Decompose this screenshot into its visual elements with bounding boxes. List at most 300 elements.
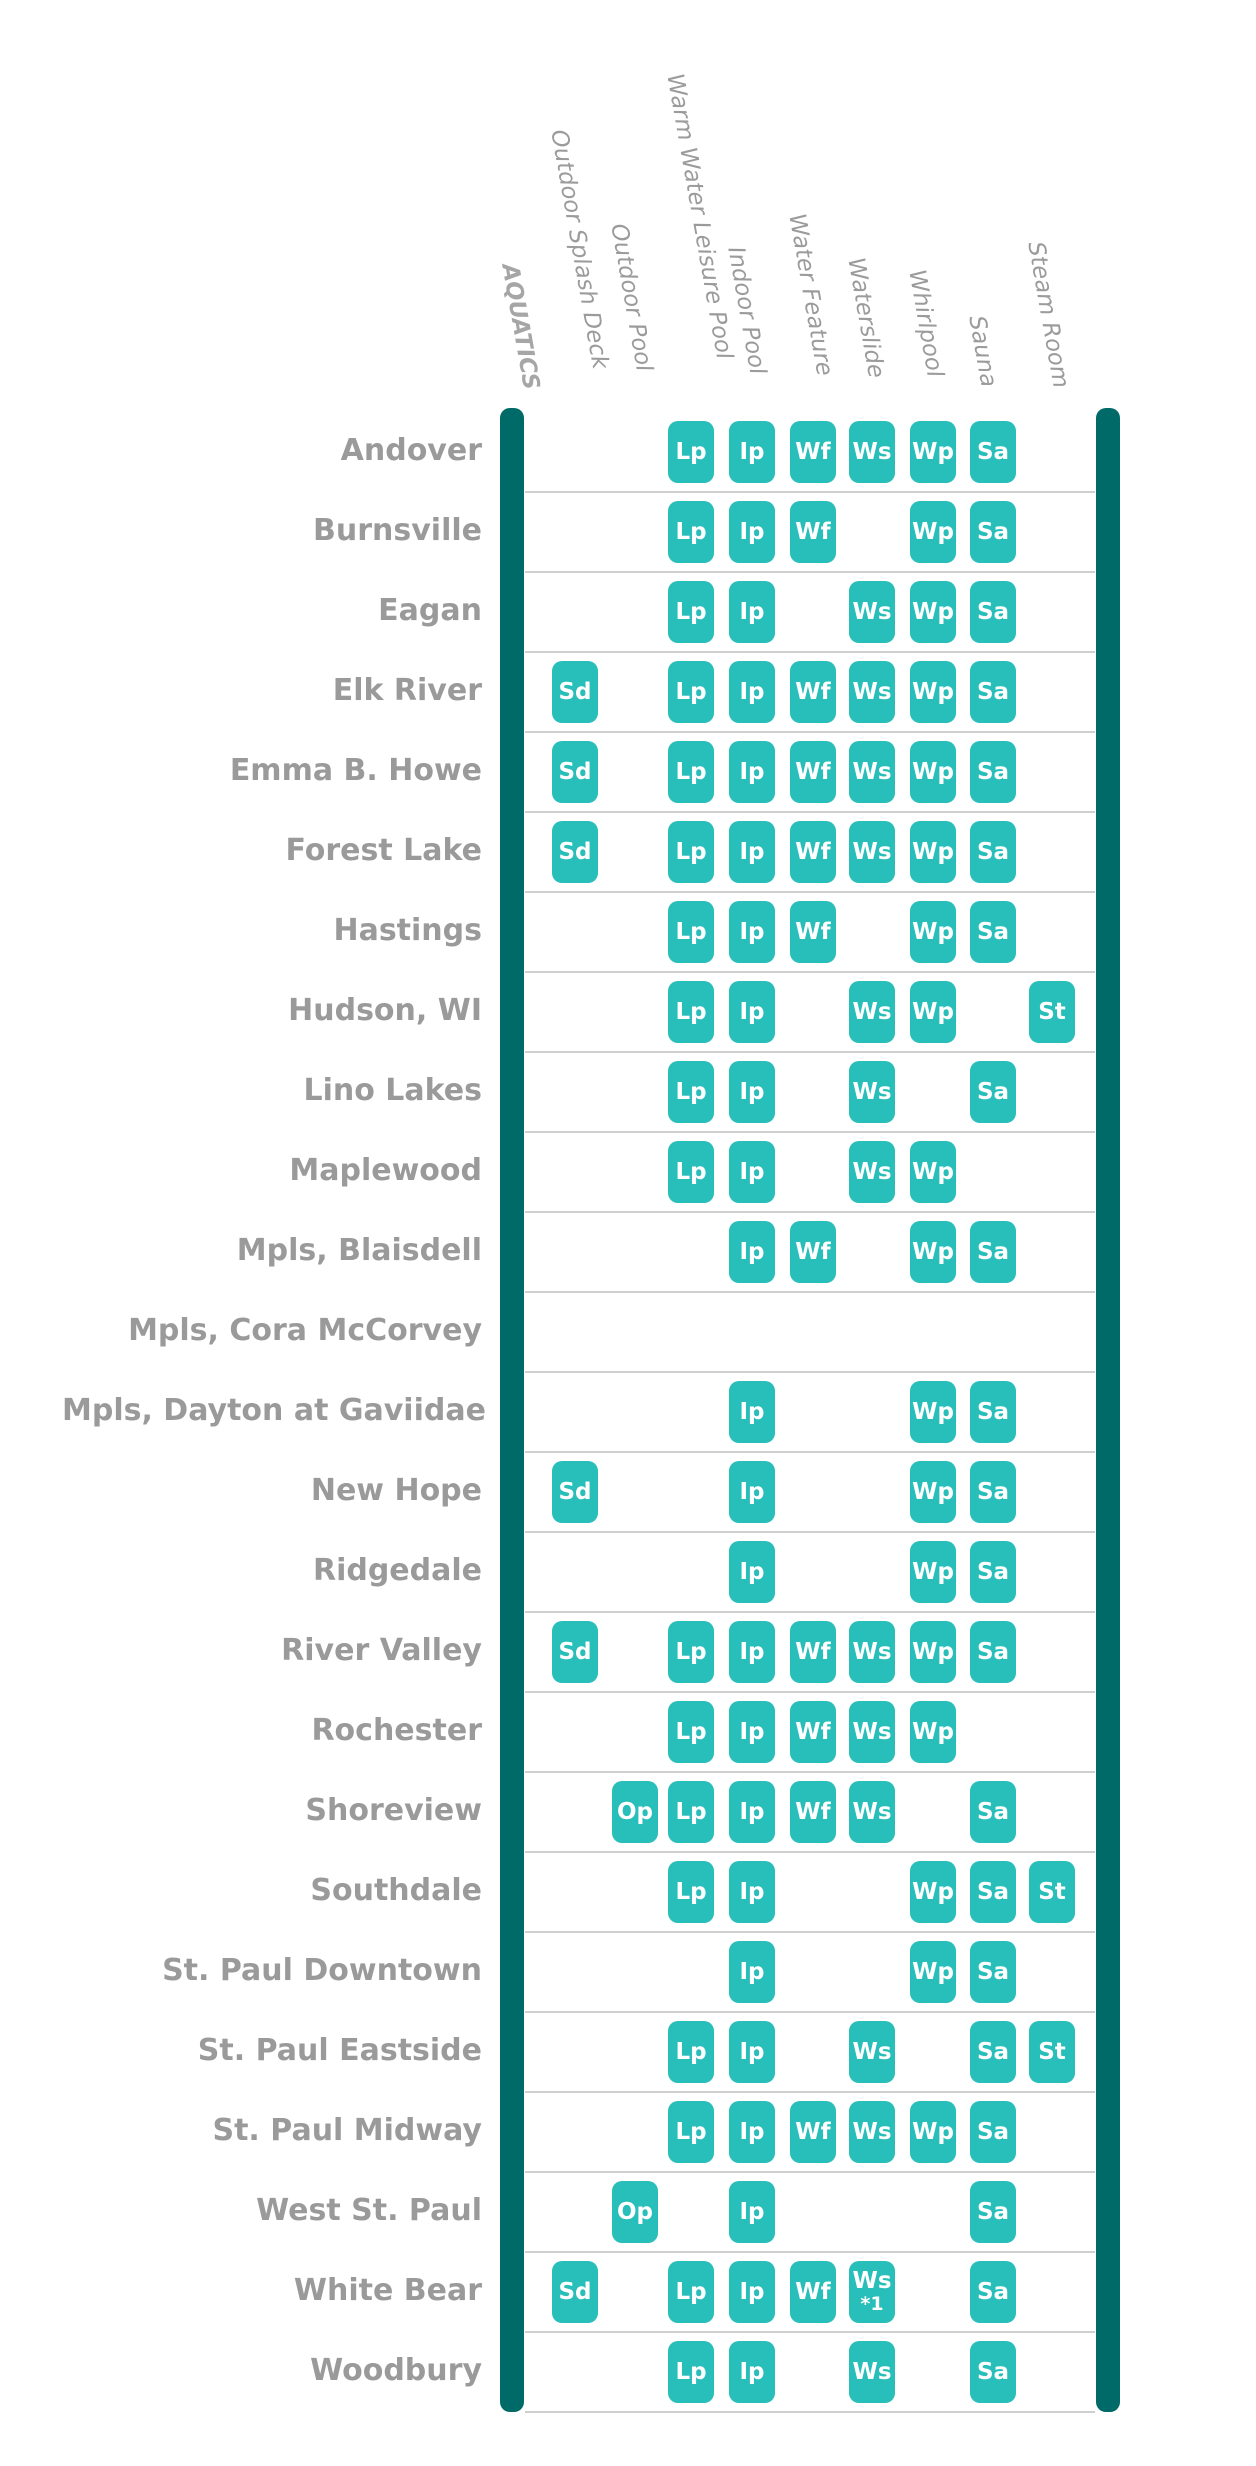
- amenity-badge-sa: [970, 1381, 1016, 1443]
- amenity-badge-sd: [552, 741, 598, 803]
- left-border-bar: [500, 408, 524, 2412]
- amenity-badge-label: Ip: [739, 2198, 765, 2225]
- amenity-badge-label: Ip: [739, 1238, 765, 1265]
- amenity-badge-label: Wf: [795, 438, 831, 465]
- amenity-badge-sa: [970, 2261, 1016, 2323]
- amenity-badge-sa: [970, 821, 1016, 883]
- amenity-badge-label: Wf: [795, 1238, 831, 1265]
- location-label: St. Paul Eastside: [197, 2033, 482, 2068]
- row-separator: [525, 1051, 1095, 1053]
- amenity-badge-label: Wf: [795, 918, 831, 945]
- amenity-badge-label: Wf: [795, 678, 831, 705]
- amenity-badge-ws: [849, 1141, 895, 1203]
- row-separator: [525, 1771, 1095, 1773]
- amenity-badge-label: Ip: [739, 1078, 765, 1105]
- amenity-badge-label: Lp: [675, 438, 707, 465]
- column-header-lp: Warm Water Leisure Pool: [661, 71, 738, 362]
- amenity-badge-lp: [668, 2021, 714, 2083]
- amenity-badge-wf: [790, 1701, 836, 1763]
- amenity-badge-label: Wf: [795, 1798, 831, 1825]
- row-separator: [525, 491, 1095, 493]
- location-label: St. Paul Midway: [212, 2113, 482, 2148]
- amenity-badge-label: Ip: [739, 1718, 765, 1745]
- amenity-badge-ip: [729, 2021, 775, 2083]
- amenity-badge-lp: [668, 2341, 714, 2403]
- amenity-badge-sa: [970, 661, 1016, 723]
- amenity-badge-label: Sa: [976, 2118, 1010, 2145]
- amenity-badge-label: Ws: [852, 758, 892, 785]
- row-separator: [525, 1451, 1095, 1453]
- amenity-badge-label: Lp: [675, 918, 707, 945]
- location-label: Hudson, WI: [288, 993, 482, 1028]
- amenity-badge-wf: [790, 1221, 836, 1283]
- amenity-badge-ws: [849, 981, 895, 1043]
- amenity-badge-label: Ws: [852, 438, 892, 465]
- amenity-badge-ip: [729, 741, 775, 803]
- amenity-badge-label: Ws: [852, 1078, 892, 1105]
- amenity-badge-wp: [910, 501, 956, 563]
- amenity-badge-label: Ip: [739, 678, 765, 705]
- amenity-badge-ws: [849, 661, 895, 723]
- amenity-badge-wp: [910, 1861, 956, 1923]
- location-label: Mpls, Dayton at Gaviidae: [62, 1393, 486, 1428]
- amenity-badge-lp: [668, 2101, 714, 2163]
- amenity-badge-label: Ip: [739, 2038, 765, 2065]
- amenity-badge-wp: [910, 821, 956, 883]
- amenity-badge-wp: [910, 421, 956, 483]
- row-separator: [525, 1691, 1095, 1693]
- amenity-badge-sa: [970, 581, 1016, 643]
- amenity-badge-label: Ws: [852, 1798, 892, 1825]
- amenity-badge-label: Sa: [976, 1798, 1010, 1825]
- amenity-badge-label: Ws: [852, 678, 892, 705]
- amenity-badge-label: Wp: [912, 998, 954, 1025]
- amenity-badge-label: Wp: [912, 518, 954, 545]
- amenity-badge-label: Sa: [976, 438, 1010, 465]
- amenity-badge-sa: [970, 501, 1016, 563]
- amenity-badge-label: Wf: [795, 518, 831, 545]
- amenity-badge-label: Sa: [976, 598, 1010, 625]
- amenity-badge-ip: [729, 1621, 775, 1683]
- amenity-badge-label: Ip: [739, 1158, 765, 1185]
- amenity-badge-ip: [729, 581, 775, 643]
- amenity-badge-label: Ip: [739, 1478, 765, 1505]
- amenity-badge-sa: [970, 1541, 1016, 1603]
- amenity-badge-label: Wp: [912, 1638, 954, 1665]
- amenity-badge-label: Wp: [912, 918, 954, 945]
- amenity-badge-label: Sa: [976, 1958, 1010, 1985]
- amenity-badge-ip: [729, 1861, 775, 1923]
- location-label: Forest Lake: [285, 833, 482, 868]
- amenity-badge-lp: [668, 1621, 714, 1683]
- row-separator: [525, 2331, 1095, 2333]
- row-separator: [525, 1531, 1095, 1533]
- amenity-badge-label: Sa: [976, 2358, 1010, 2385]
- amenity-badge-label: Sa: [976, 678, 1010, 705]
- amenity-badge-label: Ws: [852, 2268, 892, 2294]
- amenity-badge-label: St: [1038, 1878, 1066, 1905]
- amenity-badge-label: Sa: [976, 1398, 1010, 1425]
- amenity-badge-label: Wp: [912, 1238, 954, 1265]
- amenity-badge-label: Ip: [739, 918, 765, 945]
- amenity-badge-ip: [729, 2101, 775, 2163]
- column-header-st: Steam Room: [1022, 239, 1074, 391]
- amenity-badge-label: Sa: [976, 1878, 1010, 1905]
- amenity-badge-label: Ip: [739, 2358, 765, 2385]
- amenity-badge-wp: [910, 581, 956, 643]
- chart-title: AQUATICS: [496, 261, 545, 392]
- amenity-badge-st: [1029, 1861, 1075, 1923]
- amenity-badge-label: Ip: [739, 2118, 765, 2145]
- amenity-badge-label: Sa: [976, 2198, 1010, 2225]
- amenity-badge-label: Ip: [739, 1958, 765, 1985]
- amenity-badge-wp: [910, 1701, 956, 1763]
- amenity-badge-ws: [849, 741, 895, 803]
- location-label: West St. Paul: [256, 2193, 482, 2228]
- amenity-badge-label: Ws: [852, 1638, 892, 1665]
- amenity-badge-label: Ip: [739, 1798, 765, 1825]
- amenity-badge-sa: [970, 741, 1016, 803]
- row-separator: [525, 2251, 1095, 2253]
- amenity-badge-lp: [668, 981, 714, 1043]
- amenity-badge-label: Lp: [675, 758, 707, 785]
- amenity-badge-label: Ws: [852, 998, 892, 1025]
- amenity-badge-label: Sa: [976, 518, 1010, 545]
- amenity-badge-label: Ws: [852, 2358, 892, 2385]
- amenity-badge-label: Lp: [675, 1878, 707, 1905]
- amenity-badge-label: Ip: [739, 1638, 765, 1665]
- amenity-badge-label: Sd: [558, 758, 592, 785]
- amenity-badge-wp: [910, 661, 956, 723]
- amenity-badge-lp: [668, 2261, 714, 2323]
- amenity-badge-wp: [910, 1621, 956, 1683]
- amenity-badge-label: St: [1038, 998, 1066, 1025]
- location-label: Emma B. Howe: [229, 753, 482, 788]
- amenity-badge-wf: [790, 741, 836, 803]
- amenity-badge-label: Sd: [558, 1638, 592, 1665]
- amenity-badge-label: Sa: [976, 1478, 1010, 1505]
- amenity-badge-wp: [910, 1141, 956, 1203]
- row-separator: [525, 1931, 1095, 1933]
- amenity-badge-label: Lp: [675, 518, 707, 545]
- amenity-badge-sa: [970, 2341, 1016, 2403]
- amenity-badge-lp: [668, 1861, 714, 1923]
- amenity-badge-wf: [790, 901, 836, 963]
- amenity-badge-sa: [970, 1861, 1016, 1923]
- location-label: Andover: [340, 433, 482, 468]
- amenity-badge-label: Ws: [852, 2118, 892, 2145]
- amenity-badge-ip: [729, 2341, 775, 2403]
- location-label: Hastings: [333, 913, 482, 948]
- row-separator: [525, 891, 1095, 893]
- amenity-badge-sa: [970, 1621, 1016, 1683]
- amenity-badge-lp: [668, 901, 714, 963]
- amenity-badge-ip: [729, 2261, 775, 2323]
- amenity-badge-st: [1029, 2021, 1075, 2083]
- amenity-badge-wf: [790, 2261, 836, 2323]
- amenity-badge-label: Wp: [912, 438, 954, 465]
- amenity-badge-label: Lp: [675, 1158, 707, 1185]
- amenity-badge-label: Ip: [739, 598, 765, 625]
- row-separator: [525, 731, 1095, 733]
- location-label: Lino Lakes: [303, 1073, 482, 1108]
- amenity-badge-label: Wf: [795, 2118, 831, 2145]
- location-label: Burnsville: [313, 513, 482, 548]
- row-separator: [525, 571, 1095, 573]
- amenity-badge-label: Wp: [912, 1718, 954, 1745]
- amenity-badge-ws: [849, 581, 895, 643]
- row-separator: [525, 1131, 1095, 1133]
- amenity-badge-ip: [729, 2181, 775, 2243]
- amenity-badge-label: Sa: [976, 1558, 1010, 1585]
- amenity-badge-ip: [729, 1141, 775, 1203]
- amenity-badge-ws: [849, 421, 895, 483]
- amenity-badge-sa: [970, 1461, 1016, 1523]
- location-label: Ridgedale: [312, 1553, 482, 1588]
- amenity-badge-wp: [910, 1381, 956, 1443]
- amenity-badge-lp: [668, 501, 714, 563]
- amenity-badge-sd: [552, 821, 598, 883]
- amenity-badge-lp: [668, 1141, 714, 1203]
- amenity-badge-ip: [729, 661, 775, 723]
- amenity-badge-wf: [790, 1781, 836, 1843]
- amenity-badge-wp: [910, 1461, 956, 1523]
- amenity-badge-label: Sa: [976, 918, 1010, 945]
- amenity-badge-label: Lp: [675, 2278, 707, 2305]
- amenity-badge-wp: [910, 1541, 956, 1603]
- amenity-badge-label: Wp: [912, 678, 954, 705]
- amenity-badge-label: Wp: [912, 1558, 954, 1585]
- amenity-badge-label: Wp: [912, 598, 954, 625]
- amenity-badge-label: Wp: [912, 838, 954, 865]
- amenity-badge-sa: [970, 1061, 1016, 1123]
- amenity-badge-wp: [910, 1941, 956, 2003]
- amenity-badge-label: Ip: [739, 758, 765, 785]
- amenity-badge-label: Ip: [739, 1558, 765, 1585]
- amenity-badge-ws: [849, 1781, 895, 1843]
- amenity-badge-ip: [729, 981, 775, 1043]
- amenity-badge-wp: [910, 901, 956, 963]
- location-label: St. Paul Downtown: [162, 1953, 482, 1988]
- amenity-badge-label: Sa: [976, 1078, 1010, 1105]
- amenity-badge-ip: [729, 1941, 775, 2003]
- amenity-badge-sd: [552, 661, 598, 723]
- row-separator: [525, 1851, 1095, 1853]
- row-separator: [525, 1371, 1095, 1373]
- amenity-badge-label: Op: [616, 2198, 654, 2225]
- amenity-badge-wp: [910, 2101, 956, 2163]
- column-header-wp: Whirlpool: [903, 267, 948, 380]
- amenity-footnote: *1: [860, 2293, 884, 2315]
- amenity-badge-label: Wf: [795, 2278, 831, 2305]
- location-label: Maplewood: [289, 1153, 482, 1188]
- amenity-badge-label: Wp: [912, 758, 954, 785]
- location-label: Eagan: [378, 593, 482, 628]
- amenity-badge-label: Sd: [558, 1478, 592, 1505]
- amenity-badge-label: Wf: [795, 838, 831, 865]
- amenity-badge-label: Sa: [976, 758, 1010, 785]
- amenity-badge-label: Ws: [852, 1158, 892, 1185]
- column-header-sd: Outdoor Splash Deck: [545, 127, 614, 372]
- amenity-badge-label: Sd: [558, 838, 592, 865]
- column-header-sa: Sauna: [963, 313, 1002, 390]
- amenity-badge-label: Lp: [675, 1078, 707, 1105]
- amenity-badge-ip: [729, 1781, 775, 1843]
- amenity-badge-ws: [849, 2261, 895, 2323]
- location-label: Rochester: [311, 1713, 482, 1748]
- row-separator: [525, 971, 1095, 973]
- amenity-badge-lp: [668, 1701, 714, 1763]
- amenity-badge-wp: [910, 741, 956, 803]
- amenity-badge-wf: [790, 661, 836, 723]
- amenity-badge-label: Wp: [912, 1878, 954, 1905]
- row-separator: [525, 2011, 1095, 2013]
- amenity-badge-ws: [849, 1621, 895, 1683]
- amenity-badge-wf: [790, 421, 836, 483]
- amenity-badge-ip: [729, 821, 775, 883]
- amenity-badge-label: Ip: [739, 838, 765, 865]
- amenity-badge-sd: [552, 1621, 598, 1683]
- amenity-badge-sd: [552, 1461, 598, 1523]
- amenity-badge-label: Ws: [852, 1718, 892, 1745]
- amenity-badge-ws: [849, 821, 895, 883]
- row-separator: [525, 1211, 1095, 1213]
- amenity-badge-wf: [790, 2101, 836, 2163]
- amenity-badge-label: Ws: [852, 598, 892, 625]
- amenity-badge-st: [1029, 981, 1075, 1043]
- amenity-badge-lp: [668, 1061, 714, 1123]
- location-label: Woodbury: [310, 2353, 482, 2388]
- location-label: Mpls, Blaisdell: [236, 1233, 482, 1268]
- amenity-badge-ip: [729, 421, 775, 483]
- amenity-badge-sd: [552, 2261, 598, 2323]
- amenity-badge-wp: [910, 981, 956, 1043]
- amenity-badge-label: Ip: [739, 1398, 765, 1425]
- amenity-badge-ws: [849, 2021, 895, 2083]
- amenity-badge-label: Lp: [675, 1798, 707, 1825]
- amenity-badge-sa: [970, 1221, 1016, 1283]
- row-separator: [525, 811, 1095, 813]
- row-separator: [525, 1611, 1095, 1613]
- amenity-badge-ws: [849, 2341, 895, 2403]
- amenity-badge-sa: [970, 1941, 1016, 2003]
- amenity-badge-label: Lp: [675, 2118, 707, 2145]
- amenity-badge-ip: [729, 1061, 775, 1123]
- amenity-badge-sa: [970, 1781, 1016, 1843]
- amenity-badge-label: Ws: [852, 838, 892, 865]
- column-header-wf: Water Feature: [783, 211, 838, 378]
- row-separator: [525, 651, 1095, 653]
- amenity-badge-label: Wf: [795, 1638, 831, 1665]
- right-border-bar: [1096, 408, 1120, 2412]
- amenity-badge-label: Sa: [976, 1638, 1010, 1665]
- amenity-badge-label: Sd: [558, 678, 592, 705]
- column-header-op: Outdoor Pool: [605, 221, 657, 374]
- row-separator: [525, 2411, 1095, 2413]
- row-separator: [525, 1291, 1095, 1293]
- amenity-badge-label: Ip: [739, 438, 765, 465]
- amenity-badge-ws: [849, 1061, 895, 1123]
- amenity-badge-label: Lp: [675, 598, 707, 625]
- amenity-badge-ws: [849, 1701, 895, 1763]
- amenity-badge-label: Ip: [739, 1878, 765, 1905]
- location-label: Mpls, Cora McCorvey: [128, 1313, 482, 1348]
- amenity-badge-sa: [970, 421, 1016, 483]
- amenity-badge-label: Lp: [675, 998, 707, 1025]
- amenity-badge-label: Ip: [739, 2278, 765, 2305]
- column-header-ip: Indoor Pool: [722, 244, 771, 377]
- amenity-badge-ip: [729, 501, 775, 563]
- amenity-badge-lp: [668, 661, 714, 723]
- amenity-badge-wf: [790, 501, 836, 563]
- amenity-badge-label: Lp: [675, 678, 707, 705]
- amenity-badge-lp: [668, 581, 714, 643]
- amenity-badge-label: Wp: [912, 2118, 954, 2145]
- column-header-ws: Waterslide: [842, 255, 890, 381]
- location-label: Shoreview: [305, 1793, 482, 1828]
- amenity-badge-label: Sa: [976, 2038, 1010, 2065]
- amenity-badge-wf: [790, 821, 836, 883]
- amenity-badge-lp: [668, 741, 714, 803]
- amenity-badge-ip: [729, 1701, 775, 1763]
- amenity-badge-label: Lp: [675, 1718, 707, 1745]
- amenity-badge-label: Wp: [912, 1158, 954, 1185]
- amenity-badge-sa: [970, 2021, 1016, 2083]
- amenity-badge-label: Lp: [675, 838, 707, 865]
- amenity-badge-label: Ws: [852, 2038, 892, 2065]
- amenity-badge-ws: [849, 2101, 895, 2163]
- amenity-badge-label: Wf: [795, 758, 831, 785]
- location-label: Elk River: [332, 673, 482, 708]
- amenity-badge-ip: [729, 1461, 775, 1523]
- amenity-badge-sa: [970, 2101, 1016, 2163]
- amenity-badge-lp: [668, 421, 714, 483]
- location-label: White Bear: [293, 2273, 482, 2308]
- amenity-badge-label: Lp: [675, 2038, 707, 2065]
- amenity-badge-op: [612, 1781, 658, 1843]
- amenity-badge-label: Lp: [675, 2358, 707, 2385]
- amenity-badge-label: Op: [616, 1798, 654, 1825]
- amenity-badge-label: Wf: [795, 1718, 831, 1745]
- amenity-badge-label: Sa: [976, 1238, 1010, 1265]
- amenity-badge-label: St: [1038, 2038, 1066, 2065]
- amenity-badge-ip: [729, 901, 775, 963]
- amenity-badge-label: Ip: [739, 998, 765, 1025]
- amenity-badge-label: Wp: [912, 1958, 954, 1985]
- amenity-badge-label: Sd: [558, 2278, 592, 2305]
- amenity-badge-label: Sa: [976, 838, 1010, 865]
- amenity-badge-label: Wp: [912, 1478, 954, 1505]
- location-label: Southdale: [310, 1873, 482, 1908]
- amenity-badge-label: Sa: [976, 2278, 1010, 2305]
- amenity-badge-label: Wp: [912, 1398, 954, 1425]
- amenity-badge-wf: [790, 1621, 836, 1683]
- amenity-badge-sa: [970, 2181, 1016, 2243]
- amenity-badge-ip: [729, 1381, 775, 1443]
- amenity-badge-sa: [970, 901, 1016, 963]
- location-label: River Valley: [281, 1633, 482, 1668]
- location-label: New Hope: [310, 1473, 482, 1508]
- amenity-badge-lp: [668, 1781, 714, 1843]
- row-separator: [525, 2171, 1095, 2173]
- amenity-badge-ip: [729, 1541, 775, 1603]
- amenity-badge-label: Ip: [739, 518, 765, 545]
- amenity-badge-wp: [910, 1221, 956, 1283]
- amenity-badge-lp: [668, 821, 714, 883]
- amenity-badge-ip: [729, 1221, 775, 1283]
- amenity-badge-op: [612, 2181, 658, 2243]
- amenity-badge-label: Lp: [675, 1638, 707, 1665]
